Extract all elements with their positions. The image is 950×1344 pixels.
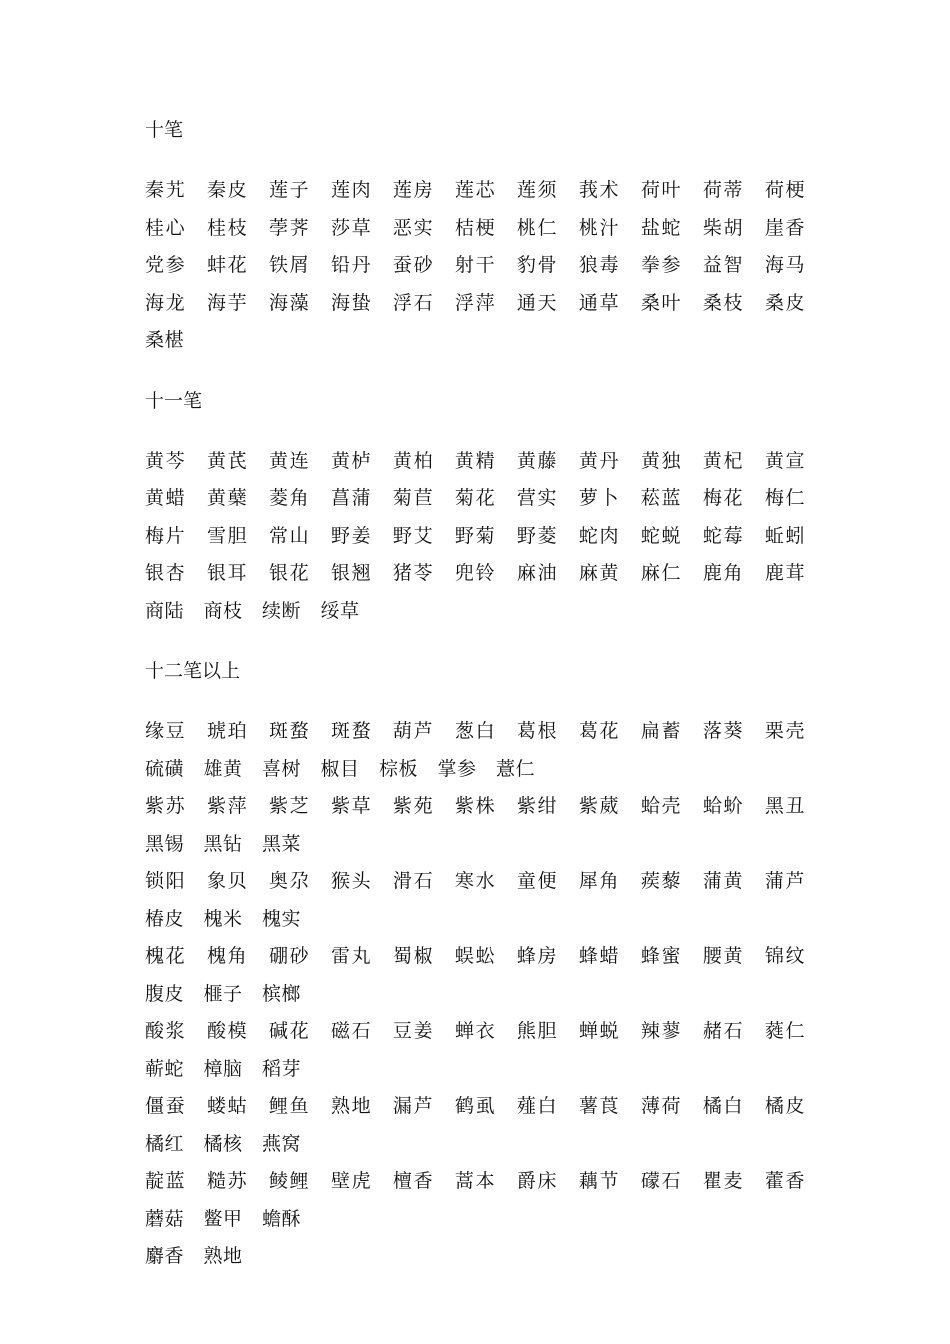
document-page (145, 112, 825, 1276)
herb-paragraph: 僵蚕 蝼蛄 鲤鱼 熟地 漏芦 鹤虱 薤白 薯莨 薄荷 橘白 橘皮 橘红 橘核 燕窝 (145, 1095, 825, 1155)
herb-paragraph: 黄芩 黄芪 黄连 黄栌 黄柏 黄精 黄藤 黄丹 黄独 黄杞 黄宣 黄蜡 黄蘖 菱角 菖蒲 菊苣 菊花 营实 萝卜 菘蓝 梅花 梅仁 梅片 雪胆 常山 野姜 野艾 野菊 野菱 蛇肉 蛇蜕 蛇莓 蚯蚓 银杏 银耳 银花 银翘 猪苓 兜铃 麻油 麻黄 麻仁 鹿角 鹿茸 商陆 商枝 续断 绥草 (145, 449, 825, 622)
herb-list (145, 443, 825, 631)
section-ten-strokes (145, 112, 825, 360)
section-heading: 十二笔以上 (145, 660, 241, 682)
herb-paragraph: 秦艽 秦皮 莲子 莲肉 莲房 莲芯 莲须 莪术 荷叶 荷蒂 荷梗 桂心 桂枝 荸荠 莎草 恶实 桔梗 桃仁 桃汁 盐蛇 柴胡 崖香 党参 蚌花 铁屑 铅丹 蚕砂 射干 豹骨 狼毒 拳参 益智 海马 海龙 海芋 海藻 海蛰 浮石 浮萍 通天 通草 桑叶 桑枝 桑皮 桑椹 (145, 179, 825, 351)
herb-list (145, 172, 825, 360)
herb-paragraph: 紫苏 紫萍 紫芝 紫草 紫苑 紫株 紫绀 紫葳 蛤壳 蛤蚧 黑丑 黑锡 黑钻 黑菜 (145, 795, 825, 855)
herb-paragraph: 缘豆 琥珀 斑蝥 斑蝥 葫芦 葱白 葛根 葛花 扁蓄 落葵 栗壳 硫磺 雄黄 喜树 椒目 棕板 掌参 薏仁 (145, 720, 825, 780)
herb-list (145, 713, 825, 1276)
herb-paragraph: 麝香 熟地 (145, 1245, 243, 1267)
section-eleven-strokes (145, 383, 825, 631)
herb-paragraph: 酸浆 酸模 碱花 磁石 豆姜 蝉衣 熊胆 蝉蜕 辣蓼 赭石 蕤仁 蕲蛇 樟脑 稻芽 (145, 1020, 825, 1080)
section-heading: 十笔 (145, 119, 184, 141)
herb-paragraph: 锁阳 象贝 奥尕 猴头 滑石 寒水 童便 犀角 蒺藜 蒲黄 蒲芦 椿皮 槐米 槐实 (145, 870, 825, 930)
section-twelve-plus-strokes (145, 653, 825, 1276)
herb-paragraph: 槐花 槐角 硼砂 雷丸 蜀椒 蜈蚣 蜂房 蜂蜡 蜂蜜 腰黄 锦纹 腹皮 榧子 槟榔 (145, 945, 825, 1005)
section-heading: 十一笔 (145, 389, 203, 412)
herb-paragraph: 靛蓝 糙苏 鲮鲤 壁虎 檀香 蒿本 爵床 藕节 礞石 瞿麦 藿香 蘑菇 鳖甲 蟾酥 (145, 1170, 825, 1230)
